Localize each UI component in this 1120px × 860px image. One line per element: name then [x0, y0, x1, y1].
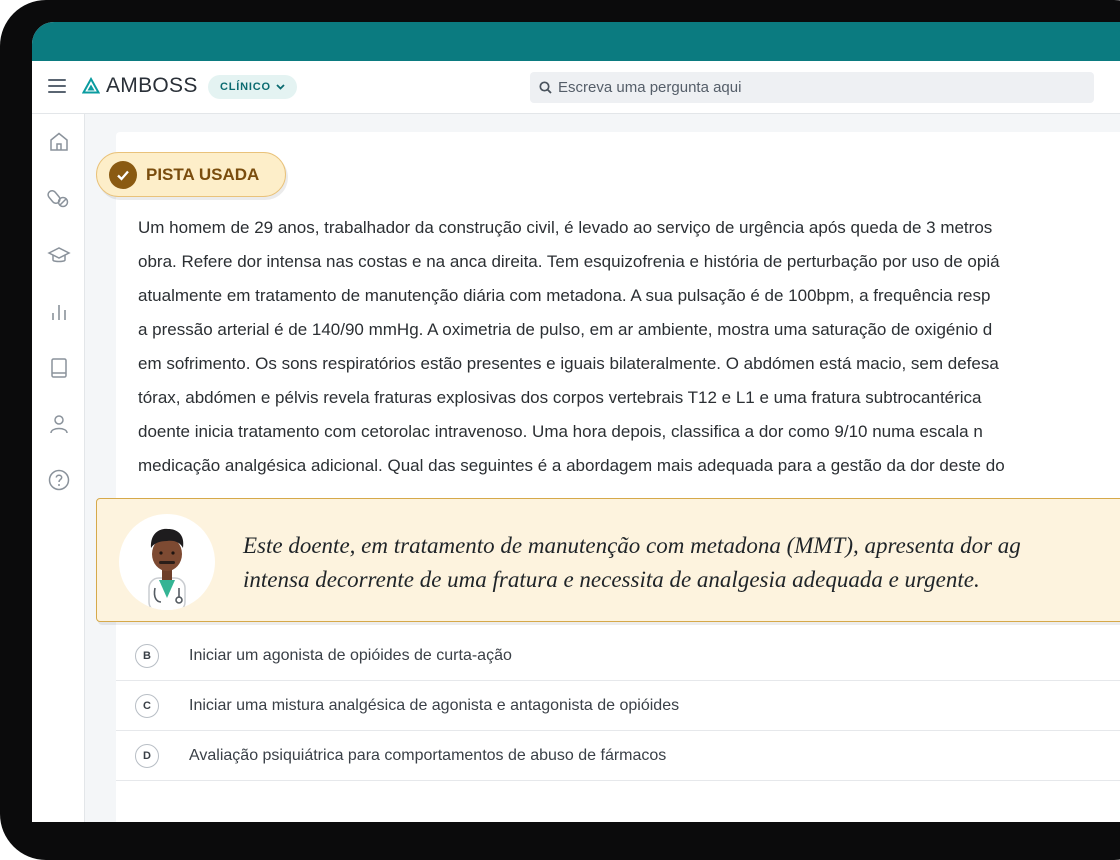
amboss-logo[interactable]: [82, 74, 198, 98]
stem-line: a pressão arterial é de 140/90 mmHg. A oximetria de pulso, em ar ambiente, mostra uma saturação de oxigénio d: [138, 320, 993, 339]
book-icon[interactable]: [47, 356, 71, 380]
user-icon[interactable]: [47, 412, 71, 436]
answer-option-b[interactable]: [116, 631, 1120, 681]
answer-text: Iniciar uma mistura analgésica de agonista e antagonista de opióides: [189, 696, 680, 714]
stem-line: medicação analgésica adicional. Qual das seguintes é a abordagem mais adequada para a gestão da dor deste do: [138, 456, 1005, 475]
explanation-line: Este doente, em tratamento de manutenção com metadona (MMT), apresenta dor ag: [243, 533, 1021, 558]
brand-name: AMBOSS: [106, 74, 198, 97]
answer-option-c[interactable]: [116, 681, 1120, 731]
mode-label: CLÍNICO: [220, 81, 271, 93]
answer-text: Avaliação psiquiátrica para comportamentos de abuso de fármacos: [189, 746, 667, 764]
answer-letter-badge: D: [135, 744, 159, 768]
app-screen: [32, 22, 1120, 822]
home-icon[interactable]: [47, 130, 71, 154]
bar-chart-icon[interactable]: [47, 300, 71, 324]
check-icon: [109, 161, 137, 189]
search-icon: [539, 81, 552, 94]
hint-used-badge: [96, 152, 286, 197]
chevron-down-icon: [276, 84, 285, 90]
explanation-line: intensa decorrente de uma fratura e necessita de analgesia adequada e urgente.: [243, 567, 980, 592]
graduation-cap-icon[interactable]: [47, 244, 71, 268]
app-header: [32, 61, 1120, 114]
answer-option-d[interactable]: [116, 731, 1120, 781]
doctor-avatar: [119, 514, 215, 610]
answer-letter-badge: B: [135, 644, 159, 668]
answer-letter-badge: C: [135, 694, 159, 718]
stem-line: doente inicia tratamento com cetorolac intravenoso. Uma hora depois, classifica a dor como 9/10 numa escala n: [138, 422, 983, 441]
hint-label: PISTA USADA: [146, 164, 260, 184]
amboss-logo-icon: [82, 77, 100, 95]
explanation-text: [243, 529, 1021, 597]
help-icon[interactable]: [47, 468, 71, 492]
explanation-box: [96, 498, 1120, 622]
sidebar: [32, 114, 85, 822]
top-color-bar: [32, 22, 1120, 61]
stem-line: Um homem de 29 anos, trabalhador da construção civil, é levado ao serviço de urgência após queda de 3 metros: [138, 218, 993, 237]
hamburger-menu-icon[interactable]: [48, 79, 66, 93]
stem-line: atualmente em tratamento de manutenção diária com metadona. A sua pulsação é de 100bpm, a frequência resp: [138, 286, 991, 305]
search-input[interactable]: [558, 79, 1058, 96]
stem-line: tórax, abdómen e pélvis revela fraturas explosivas dos corpos vertebrais T12 e L1 e uma fratura subtrocantérica: [138, 388, 982, 407]
pills-icon[interactable]: [47, 186, 71, 210]
question-stem: [138, 211, 1120, 483]
stem-line: em sofrimento. Os sons respiratórios estão presentes e iguais bilateralmente. O abdómen está macio, sem defesa: [138, 354, 999, 373]
search-bar[interactable]: [530, 72, 1094, 103]
mode-dropdown[interactable]: [208, 75, 297, 99]
answer-text: Iniciar um agonista de opióides de curta-ação: [189, 646, 512, 664]
stem-line: obra. Refere dor intensa nas costas e na anca direita. Tem esquizofrenia e história de perturbação por uso de opiá: [138, 252, 1000, 271]
